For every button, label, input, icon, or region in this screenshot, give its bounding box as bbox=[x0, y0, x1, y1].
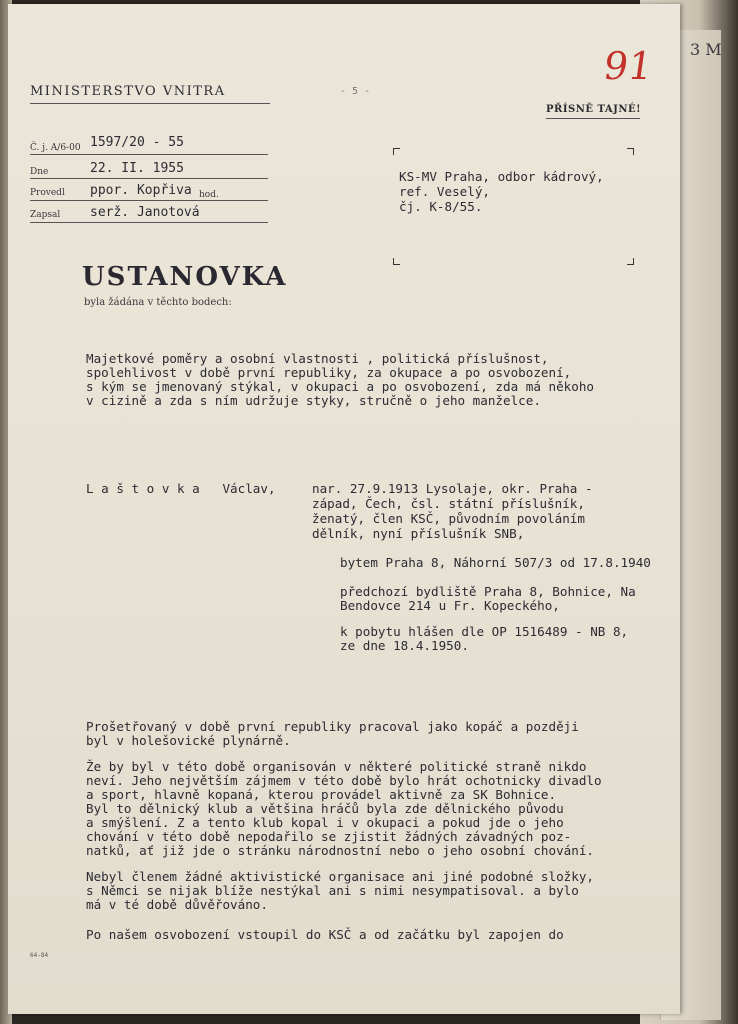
request-line: v cizině a zda s ním udržuje styky, stručně o jeho manželce. bbox=[86, 393, 541, 408]
paragraph-line: chování v této době nepodařilo se zjistit žádných závadných poz- bbox=[86, 829, 572, 844]
paragraph-line: neví. Jeho největším zájmem v této době bylo hrát ochotnicky divadlo bbox=[86, 773, 602, 788]
ref-label: Č. j. A/6-00 bbox=[30, 143, 81, 153]
corner-mark-br bbox=[627, 258, 634, 265]
performed-label: Provedl bbox=[30, 188, 65, 198]
date-label: Dne bbox=[30, 167, 49, 177]
ref-line bbox=[30, 154, 268, 155]
date-value: 22. II. 1955 bbox=[90, 161, 184, 176]
subject-registration-line: k pobytu hlášen dle OP 1516489 - NB 8, bbox=[340, 624, 629, 639]
addressee-line-1: KS-MV Praha, odbor kádrový, bbox=[399, 169, 604, 184]
classification-stamp: PŘÍSNĚ TAJNÉ! bbox=[546, 104, 642, 115]
request-line: s kým se jmenovaný stýkal, v okupaci a po osvobození, zda má někoho bbox=[86, 379, 594, 394]
folio-number: 91 bbox=[600, 44, 656, 88]
paragraph-line: a sport, hlavně kopaná, kterou provádel aktivně za SK Bohnice. bbox=[86, 787, 557, 802]
subject-line: dělník, nyní příslušník SNB, bbox=[312, 526, 525, 541]
addressee-line-3: čj. K-8/55. bbox=[399, 199, 483, 214]
subject-previous-line: Bendovce 214 u Fr. Kopeckého, bbox=[340, 598, 560, 613]
recorded-label: Zapsal bbox=[30, 210, 61, 220]
paragraph-line: Byl to dělnický klub a většina hráčů byla zde dělnického původu bbox=[86, 801, 564, 816]
subject-line: nar. 27.9.1913 Lysolaje, okr. Praha - bbox=[312, 481, 593, 496]
subject-previous-line: předchozí bydliště Praha 8, Bohnice, Na bbox=[340, 584, 636, 599]
paragraph-line: natků, ať již jde o stránku národnostní nebo o jeho osobní chování. bbox=[86, 843, 594, 858]
subject-line: západ, Čech, čsl. státní příslušník, bbox=[312, 496, 585, 511]
paragraph-line: byl v holešovické plynárně. bbox=[86, 733, 291, 748]
subject-line: ženatý, člen KSČ, původním povoláním bbox=[312, 511, 585, 526]
date-line bbox=[30, 178, 268, 179]
recorded-value: serž. Janotová bbox=[90, 205, 200, 220]
document-title: USTANOVKA bbox=[82, 262, 288, 292]
addressee-line-2: ref. Veselý, bbox=[399, 184, 490, 199]
request-line: Majetkové poměry a osobní vlastnosti , politická příslušnost, bbox=[86, 351, 549, 366]
subject-registration-line: ze dne 18.4.1950. bbox=[340, 638, 469, 653]
paragraph-line: Po našem osvobození vstoupil do KSČ a od začátku byl zapojen do bbox=[86, 927, 564, 942]
subject-name: L a š t o v k a Václav, bbox=[86, 481, 276, 496]
paragraph-line: Nebyl členem žádné aktivistické organisace ani jiné podobné složky, bbox=[86, 869, 594, 884]
paragraph-line: má v té době důvěřováno. bbox=[86, 897, 268, 912]
classification-underline bbox=[546, 118, 640, 119]
corner-mark-tr bbox=[627, 148, 634, 155]
paragraph-line: Prošetřovaný v době první republiky pracoval jako kopáč a později bbox=[86, 719, 579, 734]
corner-mark: 3 M bbox=[690, 40, 722, 59]
performed-line bbox=[30, 200, 268, 201]
recorded-line bbox=[30, 222, 268, 223]
corner-mark-tl bbox=[393, 148, 400, 155]
paragraph-line: s Němci se nijak blíže nestýkal ani s nimi nesympatisoval. a bylo bbox=[86, 883, 579, 898]
ref-value: 1597/20 - 55 bbox=[90, 135, 184, 150]
form-code: 64-84 bbox=[30, 952, 49, 959]
subject-residence: bytem Praha 8, Náhorní 507/3 od 17.8.1940 bbox=[340, 555, 651, 570]
request-line: spolehlivost v době první republiky, za okupace a po osvobození, bbox=[86, 365, 572, 380]
performed-suffix: hod. bbox=[199, 190, 219, 200]
document-subtitle: byla žádána v těchto bodech: bbox=[84, 297, 232, 308]
paragraph-line: Že by byl v této době organisován v některé politické straně nikdo bbox=[86, 759, 587, 774]
ministry-header: MINISTERSTVO VNITRA bbox=[30, 84, 226, 99]
paragraph-line: a smýšlení. Z a tento klub kopal i v okupaci a pokud jde o jeho bbox=[86, 815, 564, 830]
performed-value: ppor. Kopřiva bbox=[90, 183, 192, 198]
corner-mark-bl bbox=[393, 258, 400, 265]
ministry-underline bbox=[30, 103, 270, 104]
page-marker: - 5 - bbox=[340, 86, 371, 97]
